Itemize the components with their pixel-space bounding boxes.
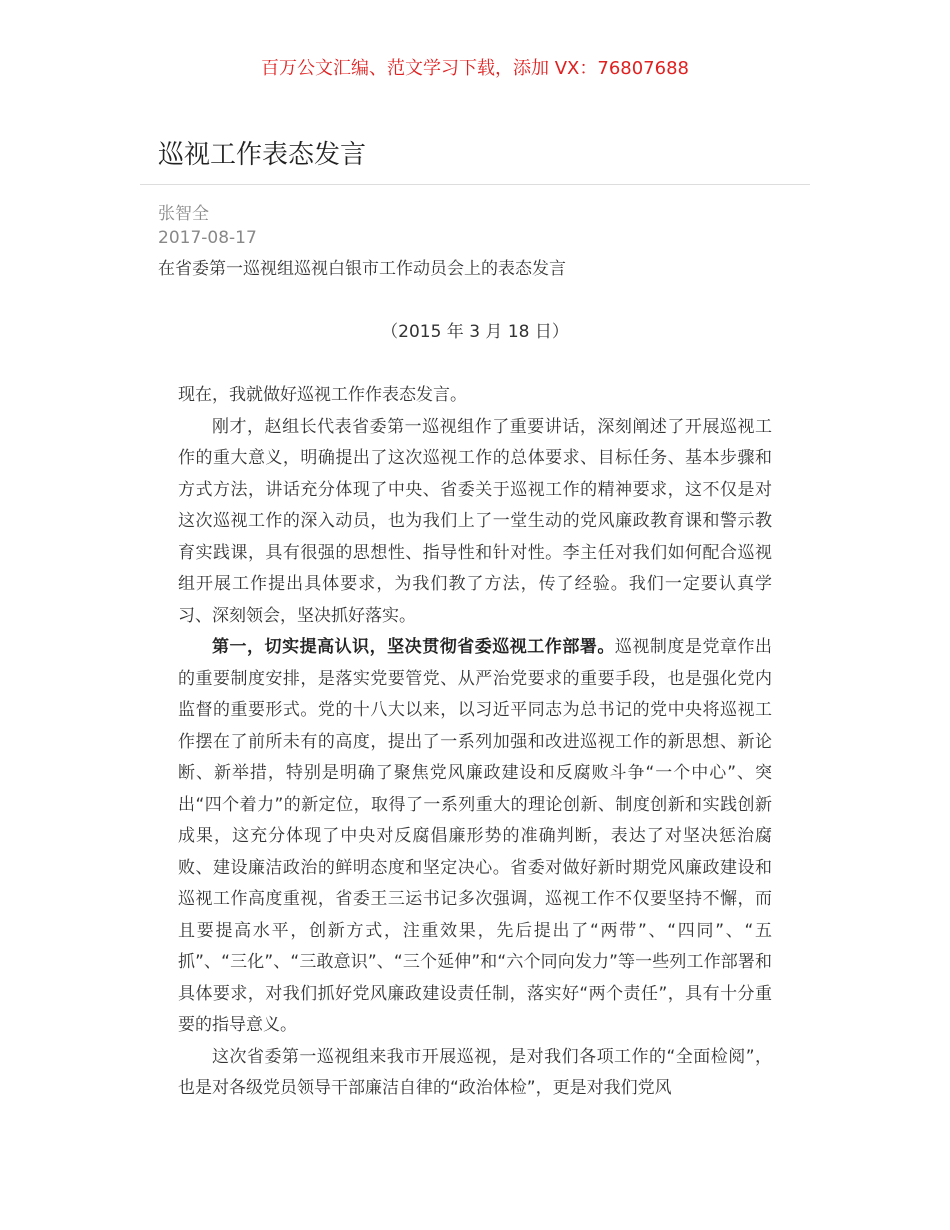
speech-date: （2015 年 3 月 18 日） — [381, 322, 569, 342]
paragraph-3 — [178, 632, 772, 1042]
article-body — [178, 380, 772, 1105]
document-subtitle: 在省委第一巡视组巡视白银市工作动员会上的表态发言 — [158, 259, 566, 279]
paragraph-1: 现在，我就做好巡视工作作表态发言。 — [178, 385, 467, 405]
title-divider — [140, 184, 810, 185]
publish-date: 2017-08-17 — [158, 228, 257, 248]
paragraph-4: 这次省委第一巡视组来我市开展巡视，是对我们各项工作的“全面检阅”，也是对各级党员领导干部廉洁自律的“政治体检”，更是对我们党风 — [178, 1046, 772, 1098]
paragraph-3-text: 巡视制度是党章作出的重要制度安排，是落实党要管党、从严治党要求的重要手段，也是强化党内监督的重要形式。党的十八大以来，以习近平同志为总书记的党中央将巡视工作摆在了前所未有的高度，提出了一系列加强和改进巡视工作的新思想、新论断、新举措，特别是明确了聚焦党风廉政建设和反腐败斗争“一个中心”、突出“四个着力”的新定位，取得了一系列重大的理论创新、制度创新和实践创新成果，这充分体现了中央对反腐倡廉形势的准确判断，表达了对坚决惩治腐败、建设廉洁政治的鲜明态度和坚定决心。省委对做好新时期党风廉政建设和巡视工作高度重视，省委王三运书记多次强调，巡视工作不仅要坚持不懈，而且要提高水平，创新方式，注重效果，先后提出了“两带”、“四同”、“五抓”、“三化”、“三敢意识”、“三个延伸”和“六个同向发力”等一些列工作部署和具体要求，对我们抓好党风廉政建设责任制，落实好“两个责任”，具有十分重要的指导意义。 — [178, 637, 773, 1035]
paragraph-3-heading: 第一，切实提高认识，坚决贯彻省委巡视工作部署。 — [212, 637, 615, 657]
author-name: 张智全 — [158, 204, 209, 224]
header-banner: 百万公文汇编、范文学习下载，添加 VX：76807688 — [261, 58, 689, 79]
document-title: 巡视工作表态发言 — [158, 140, 367, 170]
paragraph-2: 刚才，赵组长代表省委第一巡视组作了重要讲话，深刻阐述了开展巡视工作的重大意义，明确提出了这次巡视工作的总体要求、目标任务、基本步骤和方式方法，讲话充分体现了中央、省委关于巡视工作的精神要求，这不仅是对这次巡视工作的深入动员，也为我们上了一堂生动的党风廉政教育课和警示教育实践课，具有很强的思想性、指导性和针对性。李主任对我们如何配合巡视组开展工作提出具体要求，为我们教了方法，传了经验。我们一定要认真学习、深刻领会，坚决抓好落实。 — [178, 416, 772, 626]
